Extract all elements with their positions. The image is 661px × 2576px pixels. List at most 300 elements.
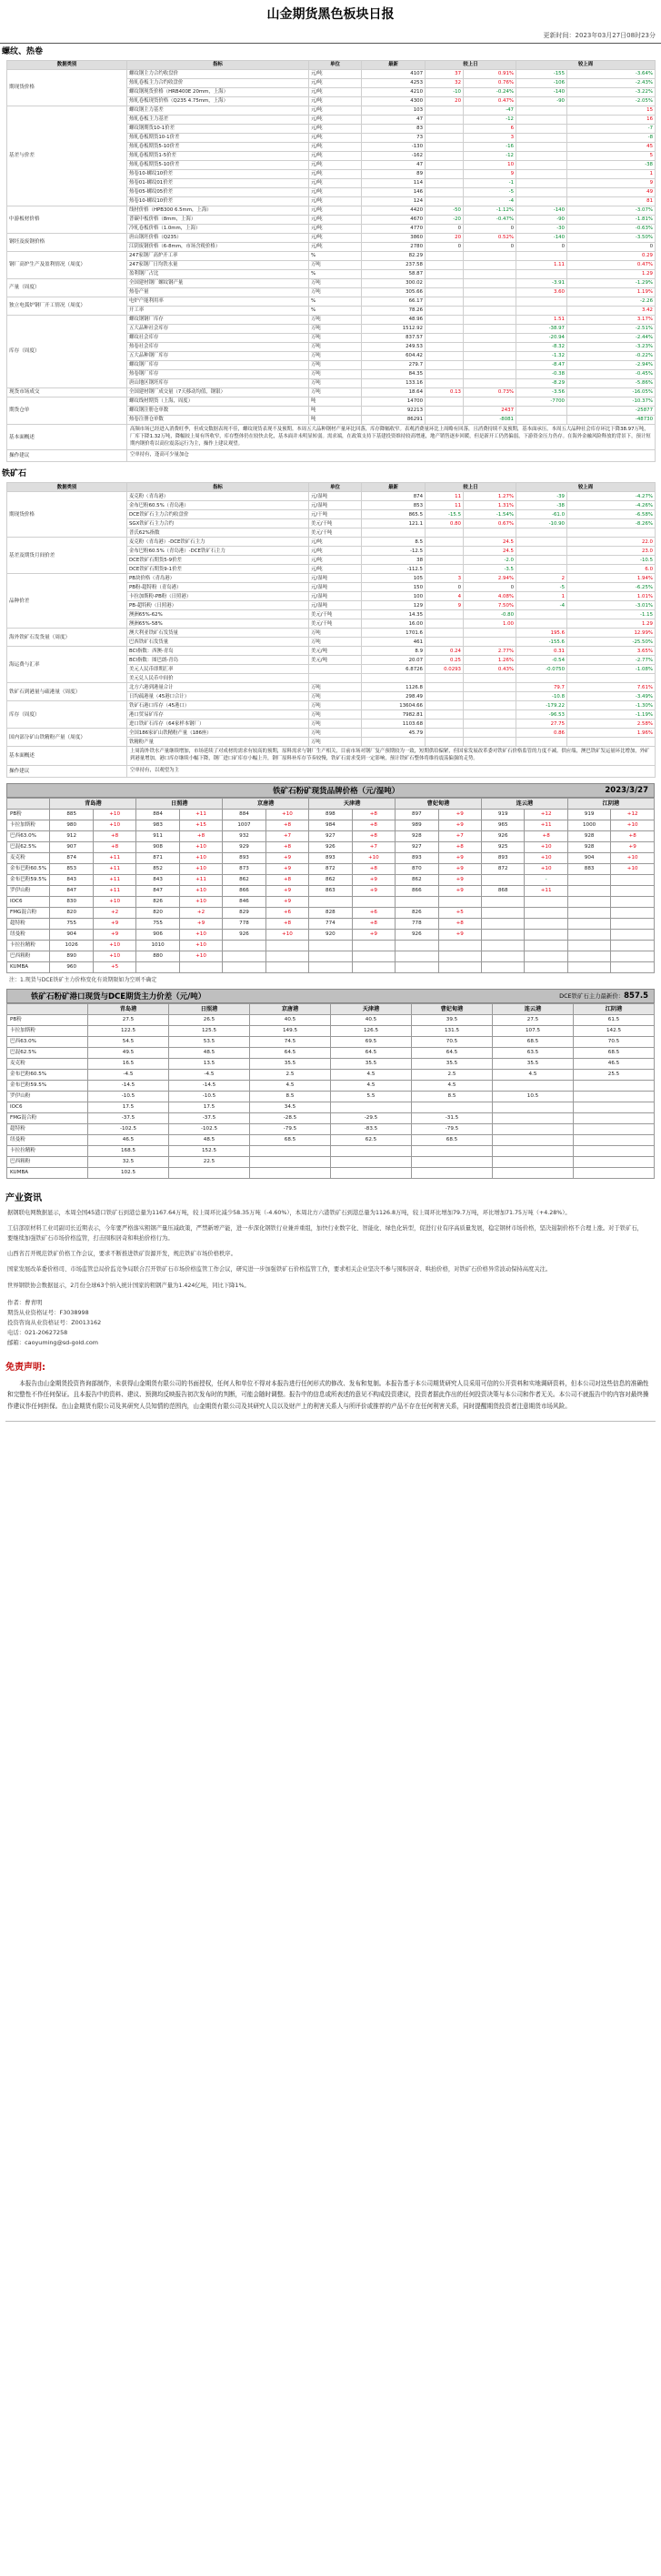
port-price-change: [611, 918, 655, 929]
port-price-change: [611, 896, 655, 907]
section-ore-title: 铁矿石: [2, 469, 27, 479]
week-change-pct: 3.65%: [567, 647, 656, 656]
week-change-pct: 9: [567, 179, 656, 188]
ore-brand: 纽曼粉: [7, 929, 50, 940]
week-change: [516, 528, 567, 538]
unit-cell: 元/吨: [309, 152, 362, 161]
week-change-pct: -1.81%: [567, 216, 656, 225]
unit-cell: 万吨: [309, 288, 362, 297]
day-change-pct: [464, 701, 516, 710]
header-cell: 较上周: [516, 61, 656, 70]
port-price: 868: [481, 885, 524, 896]
port-price-title-bar: [6, 783, 655, 798]
day-change-pct: 1.00: [464, 619, 516, 629]
indicator-name: 螺纹社会库存: [127, 334, 309, 343]
unit-cell: 美元/吨: [309, 647, 362, 656]
header-cell: 单位: [309, 61, 362, 70]
basis-value: 64.5: [331, 1047, 412, 1058]
port-price: 926: [396, 929, 438, 940]
unit-cell: 万吨: [309, 729, 362, 738]
port-price: 926: [309, 841, 352, 852]
basis-value: -31.5: [412, 1112, 493, 1123]
indicator-name: 唐山钢坯价格（Q235）: [127, 234, 309, 243]
port-price-change: +7: [265, 830, 308, 841]
basis-value: [250, 1167, 331, 1178]
latest-value: 47: [362, 116, 426, 125]
basis-value: 35.5: [331, 1058, 412, 1069]
header-cell: 较上日: [426, 61, 516, 70]
day-change: [426, 116, 464, 125]
news-item: 工信部原材料工业司副司长近期表示，今年要严格落实粗钢产量压减政策，严禁新增产能，进一步深化钢铁行业兼并重组，加快行业数字化、智能化、绿色化转型，促进行业有序高质量发展，稳定钢材市场价格，坚决遏制价格不合理上涨。对于铁矿石，要继续加强铁矿石市场价格监管，打击囤积居奇和哄抬价格行为。: [7, 1225, 643, 1242]
port-price-change: +8: [265, 841, 308, 852]
week-change: [516, 106, 567, 116]
day-change-pct: -0.24%: [464, 88, 516, 97]
indicator-name: BCI指数：西澳-青岛: [127, 647, 309, 656]
day-change-pct: 0: [464, 225, 516, 234]
indicator-name: 螺纹钢厂库存: [127, 361, 309, 370]
ore-brand: KUMBA: [7, 961, 50, 972]
unit-cell: 元/吨: [309, 70, 362, 79]
day-change: [426, 638, 464, 647]
day-change: 20: [426, 234, 464, 243]
latest-value: 146: [362, 188, 426, 197]
port-price-change: +9: [352, 874, 395, 885]
week-change: [516, 416, 567, 425]
port-price: 880: [136, 951, 179, 961]
category-cell: 期现货价格: [7, 492, 127, 538]
port-header: 日照港: [169, 1003, 250, 1014]
week-change-pct: -3.07%: [567, 206, 656, 216]
unit-cell: 万吨: [309, 343, 362, 352]
latest-value: 461: [362, 638, 426, 647]
port-price-change: +8: [438, 841, 481, 852]
port-price: 906: [136, 929, 179, 940]
port-price: 847: [136, 885, 179, 896]
unit-cell: 万吨: [309, 683, 362, 692]
day-change-pct: 1.31%: [464, 501, 516, 510]
port-price-change: +9: [352, 929, 395, 940]
unit-cell: 元/吨: [309, 206, 362, 216]
day-change-pct: [464, 297, 516, 307]
basis-value: 63.5: [493, 1047, 574, 1058]
unit-cell: 元/吨: [309, 179, 362, 188]
week-change: [516, 161, 567, 170]
table-row: [7, 206, 656, 216]
indicator-name: 螺纹钢期货10-1价差: [127, 125, 309, 134]
day-change-pct: -5: [464, 188, 516, 197]
strategy-row: [7, 765, 656, 777]
basis-value: 74.5: [250, 1036, 331, 1047]
day-change-pct: -4: [464, 197, 516, 206]
week-change-pct: 1.94%: [567, 574, 656, 583]
week-change-pct: -3.01%: [567, 601, 656, 610]
port-price: 872: [481, 863, 524, 874]
week-change: 27.75: [516, 719, 567, 729]
port-price-change: +10: [179, 896, 222, 907]
port-price-change: +8: [611, 830, 655, 841]
indicator-name: 普碳中板价格（8mm，上海）: [127, 216, 309, 225]
unit-cell: 元/吨: [309, 565, 362, 574]
basis-value: -29.5: [331, 1112, 412, 1123]
indicator-name: 北方六港到港量合计: [127, 683, 309, 692]
indicator-name: 螺纹钢现货价格（HRB400E 20mm，上海）: [127, 88, 309, 97]
latest-value: 14.35: [362, 610, 426, 619]
port-price-change: +11: [93, 863, 135, 874]
ore-brand: 巴西63.0%: [7, 1036, 88, 1047]
consult-label: 投资咨询从业资格证号：: [7, 1318, 72, 1326]
day-change: [426, 170, 464, 179]
port-diff-title-bar: [6, 989, 655, 1003]
basis-value: 102.5: [88, 1167, 169, 1178]
day-change-pct: [464, 252, 516, 261]
basis-value: 168.5: [88, 1145, 169, 1156]
indicator-name: 麦克粉（青岛港）-DCE铁矿石主力: [127, 538, 309, 547]
indicator-name: 热卷05-螺纹05价差: [127, 188, 309, 197]
day-change: 11: [426, 501, 464, 510]
basis-value: 13.5: [169, 1058, 250, 1069]
indicator-name: 冷轧卷板价格（1.0mm，上海）: [127, 225, 309, 234]
day-change: -50: [426, 206, 464, 216]
basis-value: 39.5: [412, 1014, 493, 1025]
ore-brand: KUMBA: [7, 1167, 88, 1178]
port-price: 828: [309, 907, 352, 918]
basis-value: 8.5: [412, 1091, 493, 1102]
disclaimer-title: 免责声明:: [5, 1362, 45, 1373]
port-price-change: +11: [525, 820, 567, 830]
day-change-pct: [464, 729, 516, 738]
day-change: [426, 106, 464, 116]
latest-value: 105: [362, 574, 426, 583]
port-price: 1007: [223, 820, 265, 830]
week-change: -0.0750: [516, 665, 567, 674]
price-header-row: [7, 798, 655, 809]
latest-value: 89: [362, 170, 426, 179]
day-change-pct: [464, 738, 516, 747]
port-price: 904: [567, 852, 610, 863]
day-change-pct: 1.26%: [464, 656, 516, 665]
basis-value: 69.5: [331, 1036, 412, 1047]
basis-value: 17.5: [88, 1102, 169, 1112]
week-change: -1.32: [516, 352, 567, 361]
unit-cell: 元/湿吨: [309, 592, 362, 601]
day-change-pct: [464, 638, 516, 647]
port-price-change: +10: [93, 896, 135, 907]
day-change-pct: [464, 270, 516, 279]
unit-cell: 元/吨: [309, 88, 362, 97]
basis-value: -10.5: [169, 1091, 250, 1102]
latest-value: 1126.8: [362, 683, 426, 692]
port-price: [567, 885, 610, 896]
ore-brand: 金布巴粉60.5%: [7, 1069, 88, 1080]
unit-cell: 万吨: [309, 692, 362, 701]
section-steel-title: 螺纹、热卷: [2, 47, 44, 56]
week-change-pct: 5: [567, 152, 656, 161]
port-header: 日照港: [136, 798, 223, 809]
unit-cell: 美元/干吨: [309, 519, 362, 528]
basis-value: 122.5: [88, 1025, 169, 1036]
diff-row: [7, 1058, 655, 1069]
week-change-pct: 23.0: [567, 547, 656, 556]
latest-value: 14700: [362, 397, 426, 407]
unit-cell: 元/湿吨: [309, 492, 362, 501]
table-row: [7, 234, 656, 243]
indicator-name: 热轧卷板主力合约收盘价: [127, 79, 309, 88]
unit-cell: 元/吨: [309, 538, 362, 547]
indicator-name: 美元兑人民币中间价: [127, 674, 309, 683]
latest-value: 6.8726: [362, 665, 426, 674]
port-price: 960: [50, 961, 93, 972]
week-change-pct: -10.37%: [567, 397, 656, 407]
basis-value: 22.5: [169, 1156, 250, 1167]
port-price: 863: [309, 885, 352, 896]
basis-value: 54.5: [88, 1036, 169, 1047]
basis-value: 48.5: [169, 1134, 250, 1145]
indicator-name: DCE铁矿石期货9-1价差: [127, 565, 309, 574]
day-change-pct: 0.76%: [464, 79, 516, 88]
port-price-change: +12: [525, 809, 567, 820]
basis-value: [250, 1156, 331, 1167]
week-change-pct: 49: [567, 188, 656, 197]
port-price-change: +10: [93, 809, 135, 820]
port-price: 983: [136, 820, 179, 830]
day-change-pct: 24.5: [464, 547, 516, 556]
week-change-pct: 81: [567, 197, 656, 206]
week-change-pct: -7: [567, 125, 656, 134]
day-change-pct: -3.5: [464, 565, 516, 574]
week-change-pct: -0.63%: [567, 225, 656, 234]
port-price: 874: [50, 852, 93, 863]
table-header-row: [7, 483, 656, 492]
basis-value: 34.5: [250, 1102, 331, 1112]
port-price-title: 铁矿石粉矿现货品牌价格（元/湿吨）: [273, 786, 400, 796]
port-price: 847: [50, 885, 93, 896]
unit-cell: 美元/吨: [309, 656, 362, 665]
port-price: [481, 961, 524, 972]
indicator-name: 螺纹钢主力合约收盘价: [127, 70, 309, 79]
table-row: [7, 538, 656, 547]
latest-value: 121.1: [362, 519, 426, 528]
port-price-change: [525, 951, 567, 961]
day-change-pct: 2.77%: [464, 647, 516, 656]
day-change: [426, 270, 464, 279]
week-change: -38: [516, 501, 567, 510]
port-price-change: [525, 940, 567, 951]
update-time: 更新时间：2023年03月27日08时23分: [0, 31, 661, 44]
port-price-change: +10: [265, 809, 308, 820]
port-price-change: +7: [352, 841, 395, 852]
port-price-change: -: [525, 874, 567, 885]
ore-brand: 金布巴粉59.5%: [7, 1080, 88, 1091]
port-price-change: +11: [525, 885, 567, 896]
unit-cell: 元/吨: [309, 188, 362, 197]
port-price: 883: [567, 863, 610, 874]
latest-value: 73: [362, 134, 426, 143]
ore-brand: 卡拉加斯粉: [7, 820, 50, 830]
basis-value: 27.5: [88, 1014, 169, 1025]
port-header: 江阴港: [574, 1003, 655, 1014]
unit-cell: 元/吨: [309, 216, 362, 225]
day-change: [426, 179, 464, 188]
indicator-name: 热轧卷板主力基差: [127, 116, 309, 125]
latest-value: 100: [362, 592, 426, 601]
indicator-name: 进口铁矿石库存（64家样本钢厂）: [127, 719, 309, 729]
basis-value: -79.5: [250, 1123, 331, 1134]
category-cell: 国内部分矿山铁精粉产量（周度）: [7, 729, 127, 747]
diff-row: [7, 1036, 655, 1047]
port-price: 908: [136, 841, 179, 852]
news-item: 世界钢铁协会数据显示，2月份全球63个纳入统计国家的粗钢产量为1.424亿吨，同比下降1%。: [7, 1282, 250, 1289]
header-cell: 最新: [362, 483, 426, 492]
week-change-pct: -1.30%: [567, 701, 656, 710]
day-change-pct: [464, 288, 516, 297]
category-cell: 期现货价格: [7, 70, 127, 106]
week-change: [516, 134, 567, 143]
day-change-pct: [464, 361, 516, 370]
table-row: [7, 492, 656, 501]
week-change: -90: [516, 97, 567, 106]
price-row: [7, 907, 655, 918]
indicator-name: 热卷01-螺纹01价差: [127, 179, 309, 188]
port-diff-main-price: [559, 991, 648, 1001]
day-change: [426, 297, 464, 307]
port-price-change: +9: [265, 896, 308, 907]
indicator-name: 澳洲65%-62%: [127, 610, 309, 619]
price-row: [7, 951, 655, 961]
port-price-change: [438, 896, 481, 907]
week-change-pct: -2.44%: [567, 334, 656, 343]
unit-cell: 元/湿吨: [309, 501, 362, 510]
basis-value: 40.5: [331, 1014, 412, 1025]
week-change: [516, 297, 567, 307]
day-change: [426, 288, 464, 297]
unit-cell: 万吨: [309, 279, 362, 288]
port-price: 755: [136, 918, 179, 929]
indicator-name: 热卷10-螺纹10价差: [127, 170, 309, 179]
indicator-name: 普氏62%指数: [127, 528, 309, 538]
basis-value: 2.5: [250, 1069, 331, 1080]
latest-value: 3860: [362, 234, 426, 243]
unit-cell: 美元/干吨: [309, 528, 362, 538]
port-price: 820: [50, 907, 93, 918]
week-change: -39: [516, 492, 567, 501]
header-cell: 指标: [127, 483, 309, 492]
ore-brand: 罗伊山粉: [7, 885, 50, 896]
strategy-text: 空单持有，逢高可少量加仓: [127, 450, 656, 462]
day-change: [426, 307, 464, 316]
diff-header-row: [7, 1003, 655, 1014]
basis-value: [574, 1145, 655, 1156]
basis-value: -4.5: [169, 1069, 250, 1080]
day-change-pct: 2.94%: [464, 574, 516, 583]
week-change-pct: -1.15: [567, 610, 656, 619]
port-price-change: +9: [352, 885, 395, 896]
latest-value: 84.35: [362, 370, 426, 379]
week-change-pct: 0: [567, 243, 656, 252]
price-row: [7, 961, 655, 972]
indicator-name: PB-超特粉（日照港）: [127, 601, 309, 610]
day-change-pct: [464, 528, 516, 538]
port-price: 911: [136, 830, 179, 841]
diff-row: [7, 1080, 655, 1091]
port-price-change: +9: [93, 918, 135, 929]
port-price: [309, 940, 352, 951]
basis-value: 62.5: [331, 1134, 412, 1145]
day-change: [426, 692, 464, 701]
port-price-change: +5: [438, 907, 481, 918]
basis-value: [574, 1080, 655, 1091]
week-change: -140: [516, 234, 567, 243]
price-row: [7, 896, 655, 907]
header-cell: 较上日: [426, 483, 516, 492]
latest-value: 1512.92: [362, 325, 426, 334]
week-change-pct: 1.01%: [567, 592, 656, 601]
category-cell: 铁矿石到港量与疏港量（周度）: [7, 683, 127, 701]
basis-value: 10.5: [493, 1091, 574, 1102]
basis-value: 149.5: [250, 1025, 331, 1036]
header-cell: 单位: [309, 483, 362, 492]
port-price-change: +8: [352, 918, 395, 929]
indicator-name: 金布巴粉60.5%（青岛港）: [127, 501, 309, 510]
week-change: -10.90: [516, 519, 567, 528]
port-header: 青岛港: [50, 798, 136, 809]
week-change-pct: 16: [567, 116, 656, 125]
latest-value: 4253: [362, 79, 426, 88]
port-price: 873: [223, 863, 265, 874]
news-item: 据钢联电网数据显示，本周全国45港口铁矿石到港总量为1167.64万吨，较上周环比减少58.35万吨（-4.60%），本周北方六港铁矿石到港总量为1126.8万吨，较上周环比增加79.7万吨，环比增加71.75万吨（+4.28%）。: [7, 1209, 571, 1216]
unit-cell: 元/吨: [309, 234, 362, 243]
basis-value: 70.5: [412, 1036, 493, 1047]
port-price-change: +8: [352, 830, 395, 841]
unit-cell: 万吨: [309, 261, 362, 270]
week-change: -38.97: [516, 325, 567, 334]
week-change: -5: [516, 583, 567, 592]
latest-value: 83: [362, 125, 426, 134]
port-price: [481, 874, 524, 885]
basis-value: 46.5: [88, 1134, 169, 1145]
basis-value: [574, 1102, 655, 1112]
latest-value: [362, 674, 426, 683]
diff-row: [7, 1025, 655, 1036]
day-change-pct: 4.08%: [464, 592, 516, 601]
indicator-name: 江阴废钢价格（6-8mm，市场含税价格）: [127, 243, 309, 252]
week-change-pct: -3.64%: [567, 70, 656, 79]
port-price: 1000: [567, 820, 610, 830]
week-change-pct: -2.77%: [567, 656, 656, 665]
port-price: [481, 907, 524, 918]
basis-value: 48.5: [169, 1047, 250, 1058]
port-price-change: +15: [179, 820, 222, 830]
indicator-name: 247家钢厂日均铁水量: [127, 261, 309, 270]
latest-value: 38: [362, 556, 426, 565]
table-header-row: [7, 61, 656, 70]
port-price: [396, 940, 438, 951]
port-price: [223, 940, 265, 951]
port-price: 778: [396, 918, 438, 929]
port-price: 932: [223, 830, 265, 841]
day-change: [426, 316, 464, 325]
latest-value: 114: [362, 179, 426, 188]
week-change-pct: -3.49%: [567, 692, 656, 701]
port-price: 872: [309, 863, 352, 874]
day-change: -10: [426, 88, 464, 97]
port-price: 989: [396, 820, 438, 830]
week-change: -10.8: [516, 692, 567, 701]
basis-value: 35.5: [493, 1058, 574, 1069]
day-change-pct: -8081: [464, 416, 516, 425]
latest-value: 4210: [362, 88, 426, 97]
port-diff-title: 铁矿石粉矿港口现货与DCE期货主力价差（元/吨）: [31, 991, 206, 1001]
port-price-change: +8: [179, 830, 222, 841]
